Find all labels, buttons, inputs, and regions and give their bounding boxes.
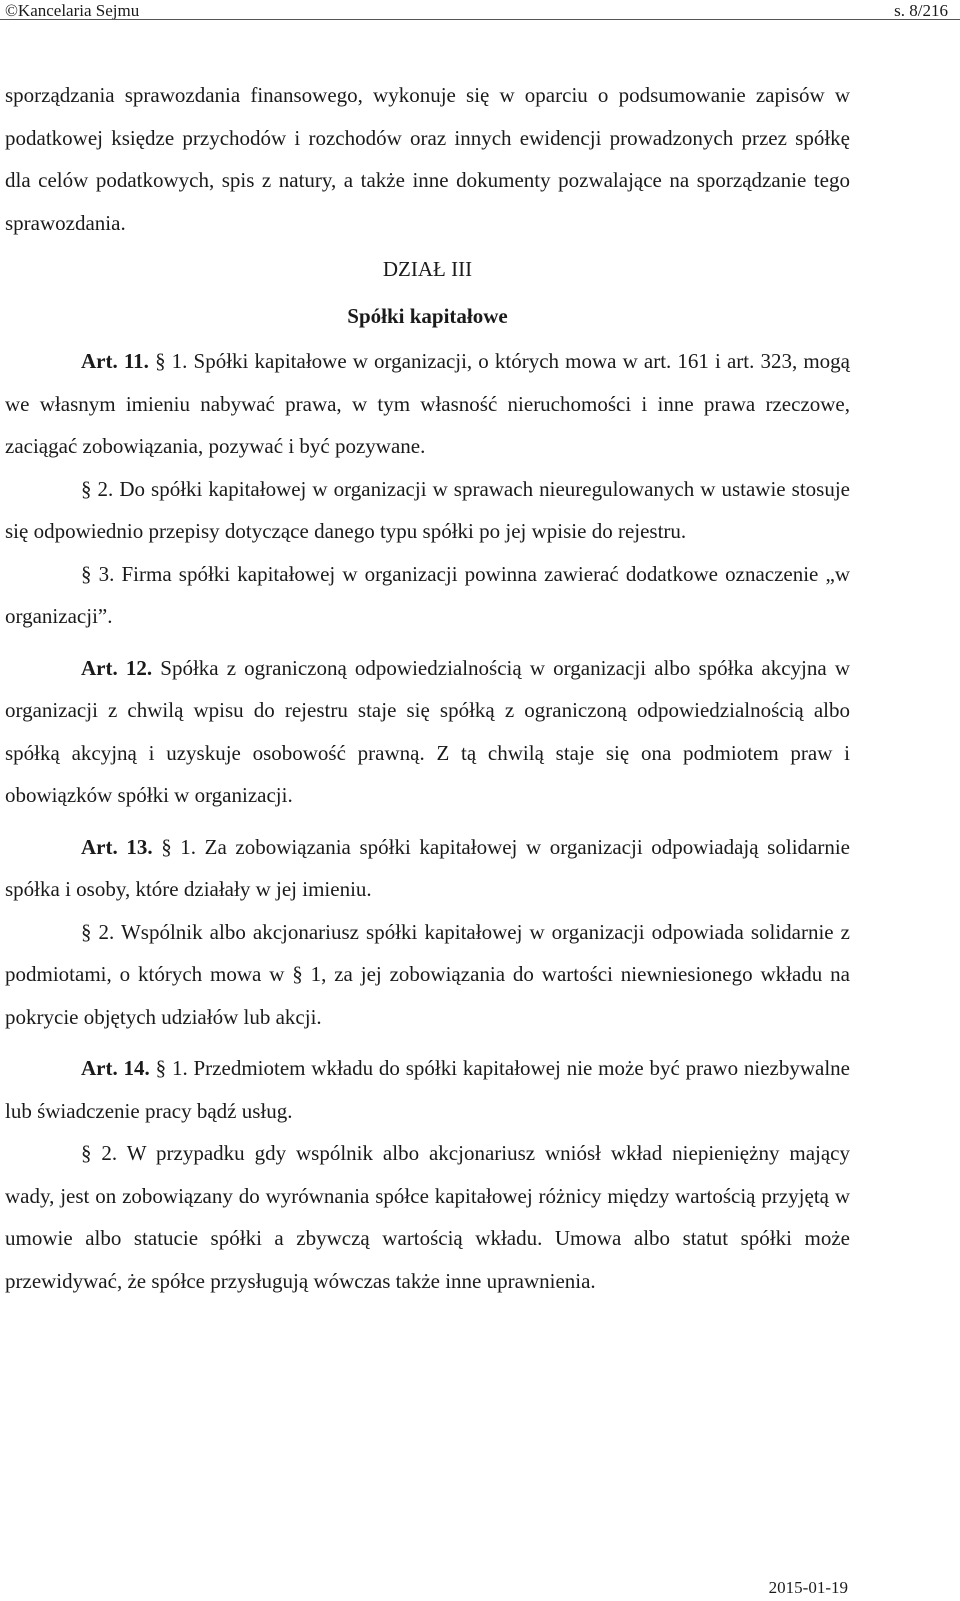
- art14-par1: [5, 1047, 850, 1132]
- art11-label: Art. 11.: [81, 349, 149, 373]
- art12-par1: [5, 647, 850, 817]
- art11-par3: § 3. Firma spółki kapitałowej w organizacji powinna zawierać dodatkowe oznaczenie „w organizacji”.: [5, 561, 850, 628]
- art14-par2: § 2. W przypadku gdy wspólnik albo akcjonariusz wniósł wkład niepieniężny mający wady, jest on zobowiązany do wyrównania spółce kapitałowej różnicy między wartością przyjętą w umowie albo statucie spółki a zbywczą wartością wkładu. Umowa albo statut spółki może przewidywać, że spółce przysługują wówczas także inne uprawnienia.: [5, 1141, 850, 1293]
- division-heading: DZIAŁ III: [382, 257, 473, 281]
- art12-par1-text: Spółka z ograniczoną odpowiedzialnością w organizacji albo spółka akcyjna w organizacji z chwilą wpisu do rejestru staje się spółką z ograniczoną odpowiedzialnością albo spółką akcyjną i uzyskuje osobowość prawną. Z tą chwilą staje się ona podmiotem praw i obowiązków spółki w organizacji.: [5, 655, 851, 807]
- intro-paragraph: sporządzania sprawozdania finansowego, wykonuje się w oparciu o podsumowanie zapisów w podatkowej księdze przychodów i rozchodów oraz innych ewidencji prowadzonych przez spółkę dla celów podatkowych, spis z natury, a także inne dokumenty pozwalające na sporządzanie tego sprawozdania.: [5, 83, 850, 235]
- division-title: Spółki kapitałowe: [347, 303, 508, 328]
- footer-date: 2015-01-19: [768, 1578, 848, 1597]
- header-divider: [0, 19, 960, 20]
- art11-par2: § 2. Do spółki kapitałowej w organizacji w sprawach nieuregulowanych w ustawie stosuje się odpowiednio przepisy dotyczące danego typu spółki po jej wpisie do rejestru.: [5, 476, 850, 543]
- art14-par1-text: § 1. Przedmiotem wkładu do spółki kapitałowej nie może być prawo niezbywalne lub świadczenie pracy bądź usług.: [5, 1056, 851, 1123]
- page-number: s. 8/216: [894, 1, 948, 20]
- art11-par1-text: § 1. Spółki kapitałowe w organizacji, o których mowa w art. 161 i art. 323, mogą we własnym imieniu nabywać prawa, w tym własność nieruchomości i inne prawa rzeczowe, zaciągać zobowiązania, pozywać i być pozywane.: [5, 349, 851, 458]
- art13-par1: [5, 826, 850, 911]
- art14-label: Art. 14.: [81, 1056, 150, 1080]
- art13-label: Art. 13.: [81, 834, 153, 859]
- document-body: [5, 74, 850, 1302]
- art11-par1: [5, 340, 850, 468]
- header-copyright: ©Kancelaria Sejmu: [5, 1, 140, 20]
- art12-label: Art. 12.: [81, 655, 153, 680]
- art13-par1-text: § 1. Za zobowiązania spółki kapitałowej w organizacji odpowiadają solidarnie spółka i osoby, które działały w jej imieniu.: [5, 834, 850, 901]
- art13-par2: § 2. Wspólnik albo akcjonariusz spółki kapitałowej w organizacji odpowiada solidarnie z podmiotami, o których mowa w § 1, za jej zobowiązania do wartości niewniesionego wkładu na pokrycie objętych udziałów lub akcji.: [5, 919, 850, 1029]
